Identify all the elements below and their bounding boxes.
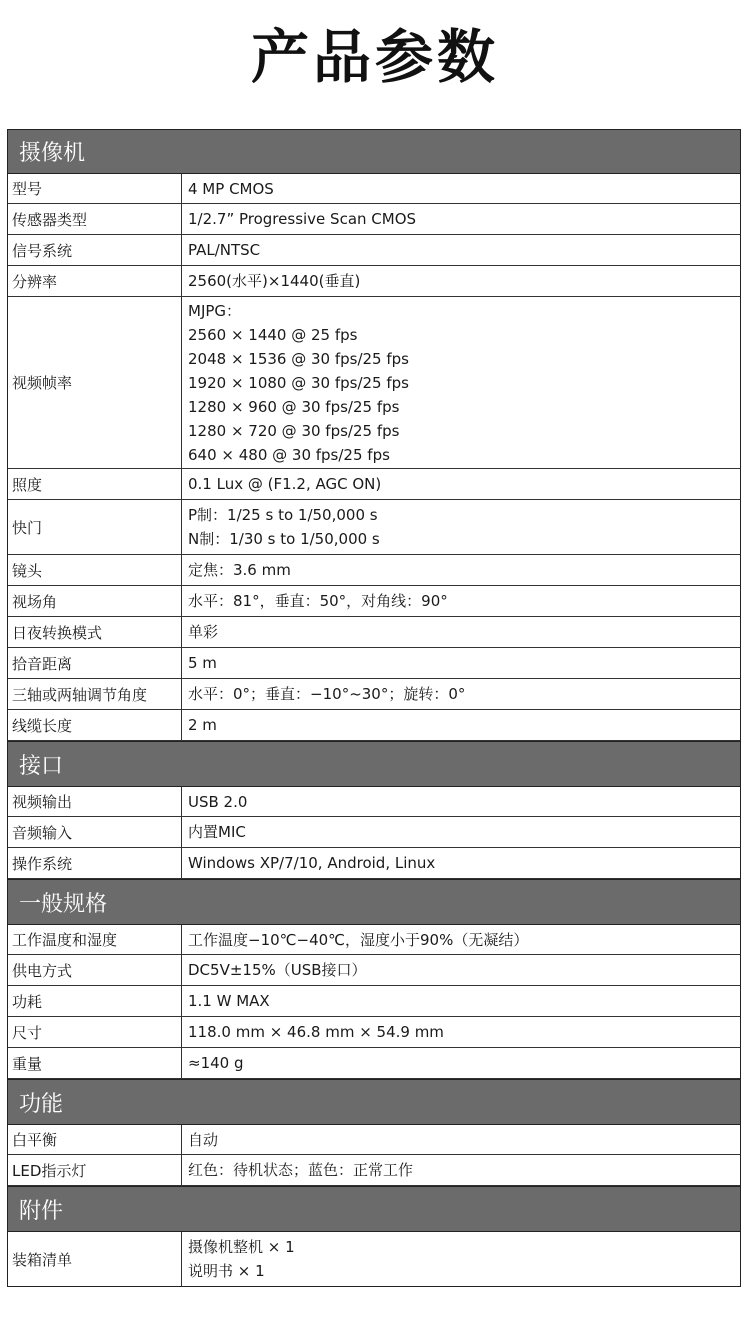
spec-value: 0.1 Lux @ (F1.2, AGC ON) — [188, 475, 382, 493]
spec-value: 118.0 mm × 46.8 mm × 54.9 mm — [188, 1023, 444, 1041]
spec-row-packing-list — [8, 1232, 740, 1286]
spec-label: 传感器类型 — [8, 204, 182, 234]
spec-row-lens — [8, 555, 740, 586]
spec-row-model — [8, 174, 740, 204]
spec-label: 视场角 — [8, 586, 182, 616]
spec-label: 快门 — [8, 500, 182, 554]
spec-label: 装箱清单 — [8, 1232, 182, 1286]
page-title: 产品参数 — [250, 23, 499, 91]
spec-value: 红色：待机状态；蓝色：正常工作 — [188, 1161, 414, 1179]
spec-label: 音频输入 — [8, 817, 182, 847]
spec-label: 重量 — [8, 1048, 182, 1078]
spec-row-audio-in — [8, 817, 740, 848]
spec-row-signal — [8, 235, 740, 266]
spec-label: 拾音距离 — [8, 648, 182, 678]
spec-row-dimensions — [8, 1017, 740, 1048]
spec-value: 自动 — [188, 1130, 219, 1149]
spec-label: 白平衡 — [8, 1125, 182, 1154]
spec-row-adjust-angle — [8, 679, 740, 710]
spec-value: 1/2.7” Progressive Scan CMOS — [188, 210, 417, 228]
section-header-general: 一般规格 — [8, 879, 740, 925]
spec-value: PAL/NTSC — [188, 241, 261, 259]
spec-row-framerate — [8, 297, 740, 469]
spec-value: 5 m — [188, 654, 217, 672]
spec-row-fov — [8, 586, 740, 617]
spec-label: 工作温度和湿度 — [8, 925, 182, 954]
spec-value: 2 m — [188, 716, 217, 734]
spec-row-illumination — [8, 469, 740, 500]
section-header-accessories: 附件 — [8, 1186, 740, 1232]
spec-row-os — [8, 848, 740, 879]
section-header-function: 功能 — [8, 1079, 740, 1125]
spec-row-temp-humidity — [8, 925, 740, 955]
spec-label: 功耗 — [8, 986, 182, 1016]
spec-value: 摄像机整机 × 1 说明书 × 1 — [188, 1238, 295, 1280]
spec-label: 视频输出 — [8, 787, 182, 816]
spec-row-weight — [8, 1048, 740, 1079]
spec-row-video-out — [8, 787, 740, 817]
spec-table — [7, 129, 741, 1287]
spec-value: USB 2.0 — [188, 792, 248, 811]
spec-label: 三轴或两轴调节角度 — [8, 679, 182, 709]
spec-value: 单彩 — [188, 623, 219, 641]
spec-row-power-consumption — [8, 986, 740, 1017]
spec-label: 供电方式 — [8, 955, 182, 985]
spec-value: 1.1 W MAX — [188, 992, 270, 1010]
spec-row-shutter — [8, 500, 740, 555]
spec-value: 水平：81°，垂直：50°，对角线：90° — [188, 592, 448, 610]
spec-label: 尺寸 — [8, 1017, 182, 1047]
spec-value: 定焦：3.6 mm — [188, 561, 291, 579]
spec-value: ≈140 g — [188, 1054, 244, 1072]
spec-label: 镜头 — [8, 555, 182, 585]
section-header-interface: 接口 — [8, 741, 740, 787]
spec-label: 线缆长度 — [8, 710, 182, 740]
spec-label: 视频帧率 — [8, 297, 182, 468]
spec-label: 日夜转换模式 — [8, 617, 182, 647]
spec-row-daynight — [8, 617, 740, 648]
spec-value: 4 MP CMOS — [188, 179, 274, 198]
spec-row-pickup — [8, 648, 740, 679]
spec-label: 照度 — [8, 469, 182, 499]
spec-label: LED指示灯 — [8, 1155, 182, 1185]
spec-label: 分辨率 — [8, 266, 182, 296]
spec-value: P制：1/25 s to 1/50,000 s N制：1/30 s to 1/50,000 s — [188, 506, 380, 548]
spec-row-led — [8, 1155, 740, 1186]
spec-value: 内置MIC — [188, 823, 246, 841]
spec-value: DC5V±15%（USB接口） — [188, 961, 367, 979]
spec-value: 水平：0°；垂直：−10°~30°；旋转：0° — [188, 685, 466, 703]
spec-row-cable — [8, 710, 740, 741]
spec-row-white-balance — [8, 1125, 740, 1155]
spec-label: 操作系统 — [8, 848, 182, 878]
spec-value: MJPG： 2560 × 1440 @ 25 fps 2048 × 1536 @ 30 fps/25 fps 1920 × 1080 @ 30 fps/25 fps 1280 × 960 @ 30 fps/25 fps 1280 × 720 @ 30 fps/25 fps 640 × 480 @ 30 fps/25 fps — [188, 301, 409, 464]
spec-label: 型号 — [8, 174, 182, 203]
spec-row-power-supply — [8, 955, 740, 986]
section-header-camera: 摄像机 — [8, 130, 740, 174]
spec-label: 信号系统 — [8, 235, 182, 265]
spec-value: 2560(水平)×1440(垂直) — [188, 272, 361, 290]
spec-value: Windows XP/7/10, Android, Linux — [188, 854, 436, 872]
spec-row-sensor — [8, 204, 740, 235]
spec-value: 工作温度−10℃−40℃，湿度小于90%（无凝结） — [188, 930, 529, 949]
spec-row-resolution — [8, 266, 740, 297]
